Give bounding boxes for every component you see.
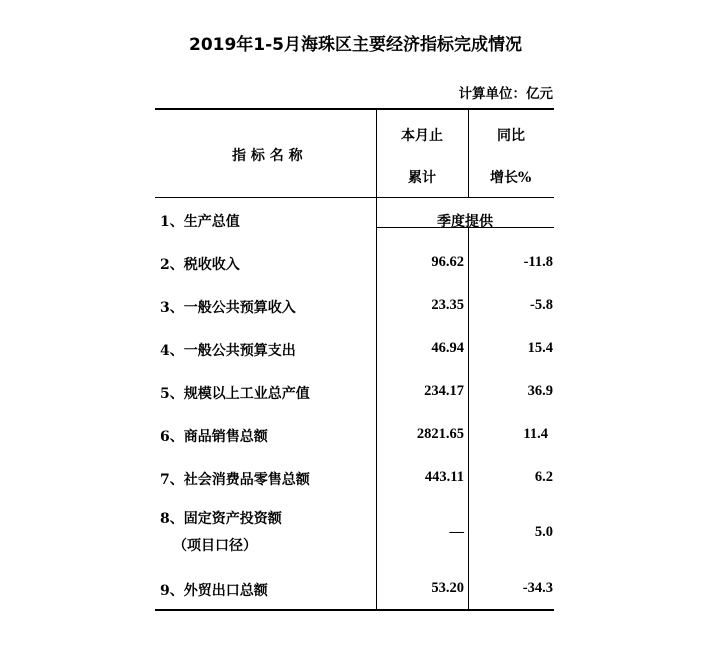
- header-cumulative-line2: 累计: [408, 170, 436, 186]
- row-name: 5、规模以上工业总产值: [160, 386, 310, 402]
- row-value: —: [449, 524, 464, 540]
- row-name: 8、固定资产投资额: [160, 511, 282, 527]
- row-name: 2、税收收入: [160, 257, 240, 273]
- row-growth: 5.0: [534, 524, 553, 540]
- row-growth: 15.4: [527, 340, 553, 356]
- row-growth: 6.2: [534, 469, 553, 485]
- row-growth: -34.3: [522, 580, 553, 596]
- row-value: 2821.65: [416, 426, 464, 442]
- unit-label: 计算单位：亿元: [458, 86, 553, 102]
- row-value: 23.35: [431, 297, 464, 313]
- column-divider-2-header: [468, 110, 469, 197]
- row-value: 96.62: [431, 254, 464, 270]
- row-name: 4、一般公共预算支出: [160, 343, 296, 359]
- row-value: 46.94: [431, 340, 464, 356]
- row-growth: -5.8: [530, 297, 553, 313]
- header-bottom-rule: [155, 197, 554, 198]
- row-name: 1、生产总值: [160, 214, 240, 230]
- row-value: 443.11: [424, 469, 464, 485]
- header-growth-line1: 同比: [497, 128, 525, 144]
- row-growth: -11.8: [523, 254, 553, 270]
- header-growth-line2: 增长%: [490, 170, 532, 186]
- header-cumulative-line1: 本月止: [401, 128, 443, 144]
- table-top-rule: [155, 108, 554, 110]
- row-name-line2: （项目口径）: [173, 538, 257, 554]
- merged-value-cell: 季度提供: [437, 214, 493, 230]
- row-name: 6、商品销售总额: [160, 429, 268, 445]
- row-name: 7、社会消费品零售总额: [160, 472, 310, 488]
- row-name: 9、外贸出口总额: [160, 583, 268, 599]
- row-growth: 11.4: [523, 426, 548, 442]
- row-value: 234.17: [424, 383, 464, 399]
- header-name-column: 指 标 名 称: [232, 148, 303, 164]
- page-title: 2019年1-5月海珠区主要经济指标完成情况: [188, 35, 523, 55]
- row-value: 53.20: [431, 580, 464, 596]
- table-bottom-rule: [155, 609, 554, 611]
- row-name: 3、一般公共预算收入: [160, 300, 296, 316]
- column-divider-2-body: [468, 227, 469, 609]
- row-growth: 36.9: [527, 383, 553, 399]
